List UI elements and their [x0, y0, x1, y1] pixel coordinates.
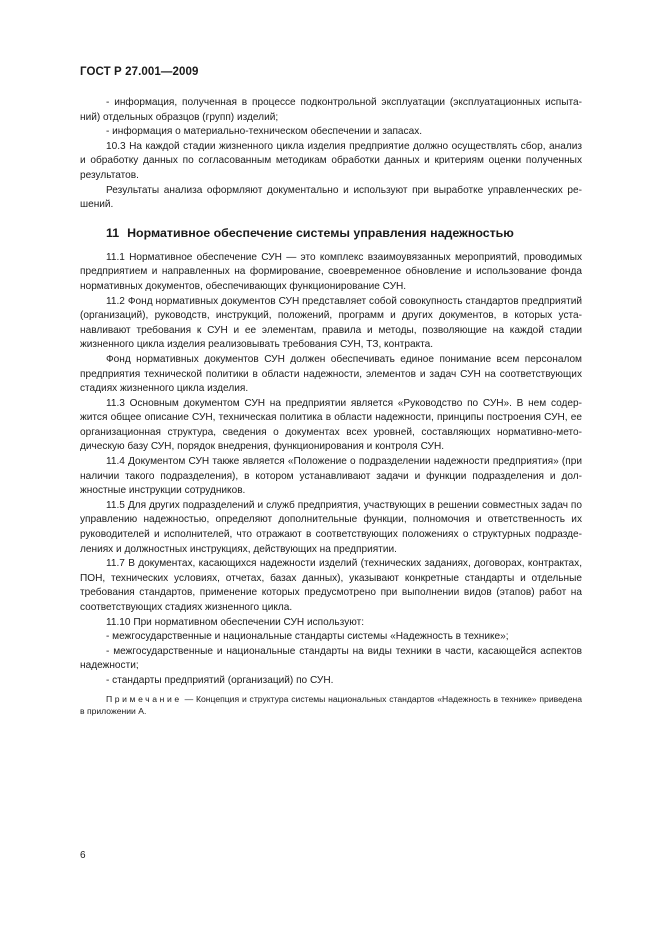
page-number: 6 — [80, 850, 86, 861]
note-text: — Концепция и структура системы национальных стандартов «Надежность в технике» приведена в приложении А. — [80, 693, 582, 717]
section-title: Нормативное обеспечение системы управления надежностью — [127, 225, 514, 240]
section-heading — [80, 225, 582, 241]
paragraph: Результаты анализа оформляют документально и используют при выработке управленческих решений. — [80, 184, 582, 211]
paragraph: 11.3 Основным документом СУН на предприятии является «Руководство по СУН». В нем содержится общее описание СУН, техническая политика в области надежности, принципы построения СУН, ее организационная структура, сведения о документах всех уровней, составляющих нормативно-методическую базу СУН, порядок внедрения, функционирования и контроля СУН. — [80, 397, 582, 453]
list-item: - межгосударственные и национальные стандарты системы «Надежность в технике»; — [106, 631, 509, 643]
list-item: - стандарты предприятий (организаций) по СУН. — [106, 674, 334, 686]
section-paragraphs — [80, 251, 582, 689]
section-number: 11 — [106, 225, 120, 240]
paragraph: 11.7 В документах, касающихся надежности изделий (технических заданиях, договорах, контрактах, ПОН, технических условиях, отчетах, базах данных), указывают конкретные стандарты и отдельные требования стандартов, применение которых предусмотрено при выполнении видов (этапов) работ на соответствующих стадиях жизненного цикла. — [80, 558, 582, 613]
paragraph: Фонд нормативных документов СУН должен обеспечивать единое понимание всем персоналом предприятия технической политики в области надежности, элементов и задач СУН на соответствующих стадиях жизненного цикла изделия. — [80, 353, 582, 395]
note-label: Примечание — [106, 693, 182, 704]
paragraph: 11.4 Документом СУН также является «Положение о подразделении надежности предприятия» (при наличии такого подразделения), в котором устанавливают задачи и функции подразделения и должностные инструкции сотрудников. — [80, 456, 582, 497]
top-paragraphs — [80, 96, 582, 213]
paragraph: 10.3 На каждой стадии жизненного цикла изделия предприятие должно осуществлять сбор, анализ и обработку данных по согласованным методикам обработки данных и критериям оценки полученных результатов. — [80, 140, 582, 181]
list-item: - межгосударственные и национальные стандарты на виды техники в части, касающейся аспектов надежности; — [80, 645, 582, 672]
list-item: - информация о материально-техническом обеспечении и запасах. — [106, 126, 423, 138]
paragraph: 11.1 Нормативное обеспечение СУН — это комплекс взаимоувязанных мероприятий, проводимых предприятием и направленных на формирование, своевременное обновление и использование фонда нормативных документов, обеспечивающих функционирование СУН. — [80, 251, 582, 292]
list-item: - информация, полученная в процессе подконтрольной эксплуатации (эксплуатационных испытаний) отдельных образцов (групп) изделий; — [80, 97, 582, 123]
paragraph: 11.5 Для других подразделений и служб предприятия, участвующих в решении совместных задач по управлению надежностью, определяют дополнительные функции, полномочия и ответственность их руководителей и исполнителей, что отражают в соответствующих положениях о структурных подразделениях и должностных инструкциях, действующих на предприятии. — [80, 499, 582, 555]
document-body — [80, 96, 582, 718]
note-paragraph — [80, 693, 582, 718]
paragraph: 11.2 Фонд нормативных документов СУН представляет собой совокупность стандартов предприятий (организаций), руководств, инструкций, положений, программ и других документов, в которых устанавливают требования к СУН и ее элементам, правила и методы, позволяющие на каждой стадии жизненного цикла изделия реализовывать требования СУН, ТЗ, контракта. — [80, 295, 582, 351]
paragraph: 11.10 При нормативном обеспечении СУН используют: — [106, 616, 365, 628]
document-code-header: ГОСТ Р 27.001—2009 — [80, 66, 199, 78]
